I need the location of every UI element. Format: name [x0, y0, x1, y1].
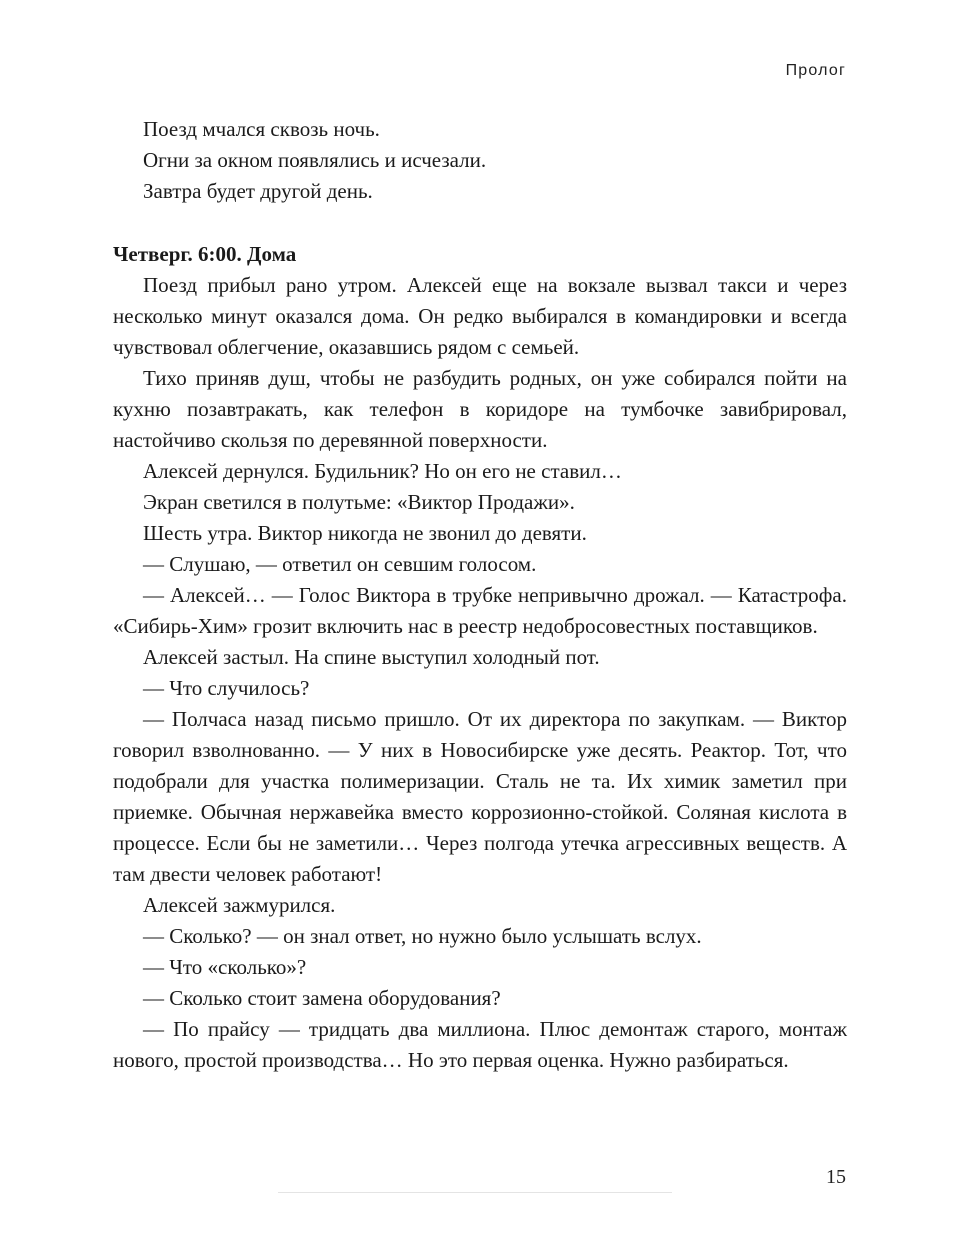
paragraph: Поезд прибыл рано утром. Алексей еще на вокзале вызвал такси и через несколько минут оказался дома. Он редко выбирался в командировки и всегда чувствовал облегчение, оказавшись рядом с семьей.: [113, 273, 847, 359]
paragraph: Алексей застыл. На спине выступил холодный пот.: [143, 645, 600, 669]
chapter-section: [113, 239, 847, 1076]
bottom-divider: [278, 1192, 672, 1193]
paragraph: — Полчаса назад письмо пришло. От их директора по закупкам. — Виктор говорил взволнованно. — У них в Новосибирске уже десять. Реактор. Тот, что подобрали для участка полимеризации. Сталь не та. Их химик заметил при приемке. Обычная нержавейка вместо коррозионно-стойкой. Соляная кислота в процессе. Если бы не заметили… Через полгода утечка агрессивных веществ. А там двести человек работают!: [113, 707, 847, 886]
paragraph: — Что случилось?: [143, 676, 310, 700]
paragraph: — Сколько стоит замена оборудования?: [143, 986, 501, 1010]
paragraph: Алексей дернулся. Будильник? Но он его не ставил…: [143, 459, 622, 483]
paragraph: Шесть утра. Виктор никогда не звонил до девяти.: [143, 521, 587, 545]
paragraph: — Слушаю, — ответил он севшим голосом.: [143, 552, 537, 576]
running-head: Пролог: [785, 62, 846, 79]
epigraph-line: Огни за окном появлялись и исчезали.: [143, 148, 487, 172]
paragraph: Алексей зажмурился.: [143, 893, 336, 917]
paragraph: Тихо приняв душ, чтобы не разбудить родных, он уже собирался пойти на кухню позавтракать, как телефон в коридоре на тумбочке завибрировал, настойчиво скользя по деревянной поверхности.: [113, 366, 847, 452]
paragraph: — Что «сколько»?: [143, 955, 307, 979]
page-number: 15: [826, 1166, 846, 1188]
epigraph: [113, 114, 847, 207]
paragraph: Экран светился в полутьме: «Виктор Продажи».: [143, 490, 575, 514]
epigraph-line: Завтра будет другой день.: [143, 179, 373, 203]
epigraph-line: Поезд мчался сквозь ночь.: [143, 117, 380, 141]
paragraph: — Сколько? — он знал ответ, но нужно было услышать вслух.: [143, 924, 702, 948]
paragraph: — По прайсу — тридцать два миллиона. Плюс демонтаж старого, монтаж нового, простой производства… Но это первая оценка. Нужно разбираться.: [113, 1017, 847, 1072]
paragraph: — Алексей… — Голос Виктора в трубке непривычно дрожал. — Катастрофа. «Сибирь-Хим» грозит включить нас в реестр недобросовестных поставщиков.: [113, 583, 847, 638]
section-heading: Четверг. 6:00. Дома: [113, 242, 297, 266]
